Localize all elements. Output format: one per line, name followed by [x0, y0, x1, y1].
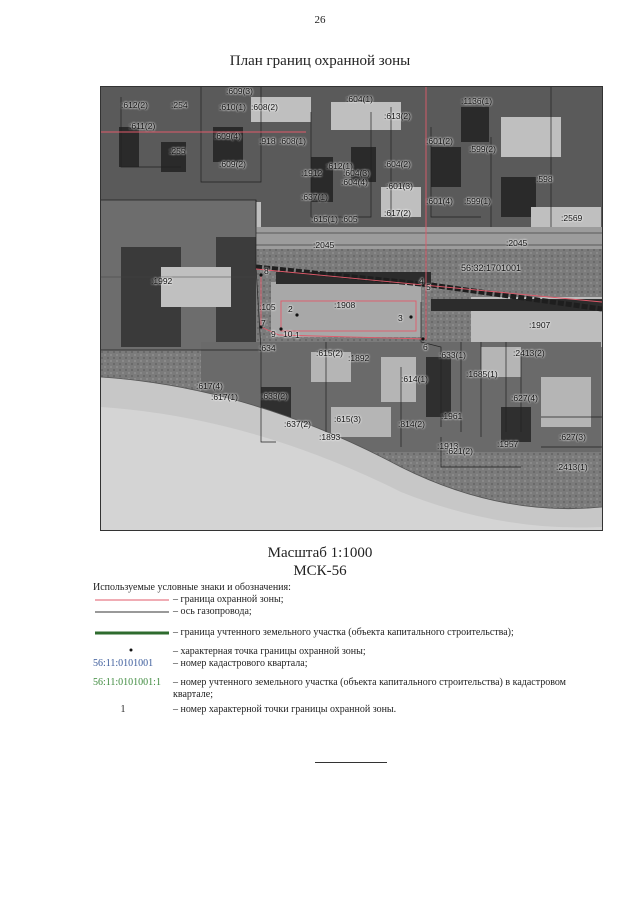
map-label: :2045: [313, 240, 335, 250]
map-label: :2045: [506, 238, 528, 248]
coordinate-system: МСК-56: [293, 563, 347, 579]
map-label: :637(1): [301, 192, 328, 202]
map-label: :609(2): [219, 159, 246, 169]
map-label: :1912: [301, 168, 323, 178]
map-label: :611(2): [129, 121, 156, 131]
map-label: :2413(1): [556, 462, 588, 472]
map-label: :604(3): [343, 168, 370, 178]
map-label: :613(2): [384, 111, 411, 121]
point-number: 9: [271, 329, 276, 339]
legend-text: – номер кадастрового квартала;: [173, 658, 308, 669]
cadastral-quarter-label: 56:32:1701001: [461, 263, 522, 273]
point-number: 6: [423, 342, 428, 352]
pipeline-axis-symbol: [93, 606, 173, 618]
point-number: 8: [264, 266, 269, 276]
map-label: :633(2): [261, 391, 288, 401]
legend-text: – характерная точка границы охранной зоны;: [173, 646, 366, 657]
legend-text: – номер характерной точки границы охранной зоны.: [173, 704, 397, 715]
map-label: :610(1): [219, 102, 246, 112]
parcel-boundary-symbol: [93, 627, 173, 639]
map-label: :1961: [441, 411, 463, 421]
map-label: :621(2): [446, 446, 473, 456]
map-label: :617(4): [196, 381, 223, 391]
point-number: 4: [419, 276, 424, 286]
map-label: :1893: [319, 432, 341, 442]
point-number: 3: [398, 313, 403, 323]
point-number: 7: [261, 318, 266, 328]
legend-text: – граница учтенного земельного участка (объекта капитального строительства);: [173, 627, 514, 638]
point-number-sample: 1: [120, 704, 126, 715]
map-label: :609(3): [226, 86, 253, 96]
map-label: :1136(1): [461, 96, 493, 106]
end-divider: [315, 762, 387, 763]
map-label: :615(3): [334, 414, 361, 424]
map-label: :612(2): [121, 100, 148, 110]
map-label: :601(4): [426, 196, 453, 206]
map-label: :1908: [334, 300, 356, 310]
map-label: :605: [341, 214, 358, 224]
map-label: :1913: [437, 441, 459, 451]
map-label: :918: [259, 136, 276, 146]
point-number: 2: [288, 304, 293, 314]
zone-boundary-symbol: [93, 594, 173, 606]
map-label: :1685(1): [466, 369, 498, 379]
map-label: :2413(2): [513, 348, 545, 358]
map-label: :2569: [561, 213, 583, 223]
map-label: :604(2): [384, 159, 411, 169]
map-label: :1892: [348, 353, 370, 363]
legend-title: Используемые условные знаки и обозначения:: [93, 582, 291, 593]
map-label: :609(4): [214, 131, 241, 141]
map-label: :604(4): [341, 177, 368, 187]
map-label: :1957: [497, 439, 519, 449]
map-label: :604(1): [346, 94, 373, 104]
map-label: :608(1): [279, 136, 306, 146]
map-label: :599(1): [464, 196, 491, 206]
map-label: :1907: [529, 320, 551, 330]
map-label: :814(2): [398, 419, 425, 429]
legend-text: – номер учтенного земельного участка (объекта капитального строительства) в кадастровом квартале;: [173, 677, 567, 700]
quarter-code-sample: 56:11:0101001: [93, 658, 154, 669]
parcel-code-sample: 56:11:0101001:1: [93, 677, 161, 688]
point-number: 5: [426, 282, 431, 292]
map-label: :634: [259, 343, 276, 353]
map-label: :615(2): [316, 348, 343, 358]
map-label: :614(1): [401, 374, 428, 384]
map-label: :601(3): [386, 181, 413, 191]
map-label: :599(2): [469, 144, 496, 154]
map-label: :254: [171, 100, 188, 110]
map-label: :617(1): [211, 392, 238, 402]
legend-text: – граница охранной зоны;: [173, 594, 284, 605]
page-number: 26: [314, 14, 326, 26]
map-label: :627(3): [559, 432, 586, 442]
map-label: :637(2): [284, 419, 311, 429]
point-number: 10: [283, 329, 293, 339]
point-number: 1: [295, 330, 300, 340]
map-label: :617(2): [384, 208, 411, 218]
map-scale: Масштаб 1:1000: [267, 545, 373, 561]
map-label: :601(2): [426, 136, 453, 146]
map-image: [100, 86, 603, 531]
map-label: :1992: [151, 276, 173, 286]
map-label: :598: [536, 174, 553, 184]
point-symbol: [93, 646, 173, 658]
map-label: :627(4): [511, 393, 538, 403]
map-label: :633(1): [439, 350, 466, 360]
page-title: План границ охранной зоны: [229, 53, 411, 69]
map-label: :612(1): [326, 161, 353, 171]
legend-text: – ось газопровода;: [173, 606, 252, 617]
map-label: :255: [169, 146, 186, 156]
map-label: :105: [259, 302, 276, 312]
map-label: :615(1): [311, 214, 338, 224]
map-label: :608(2): [251, 102, 278, 112]
